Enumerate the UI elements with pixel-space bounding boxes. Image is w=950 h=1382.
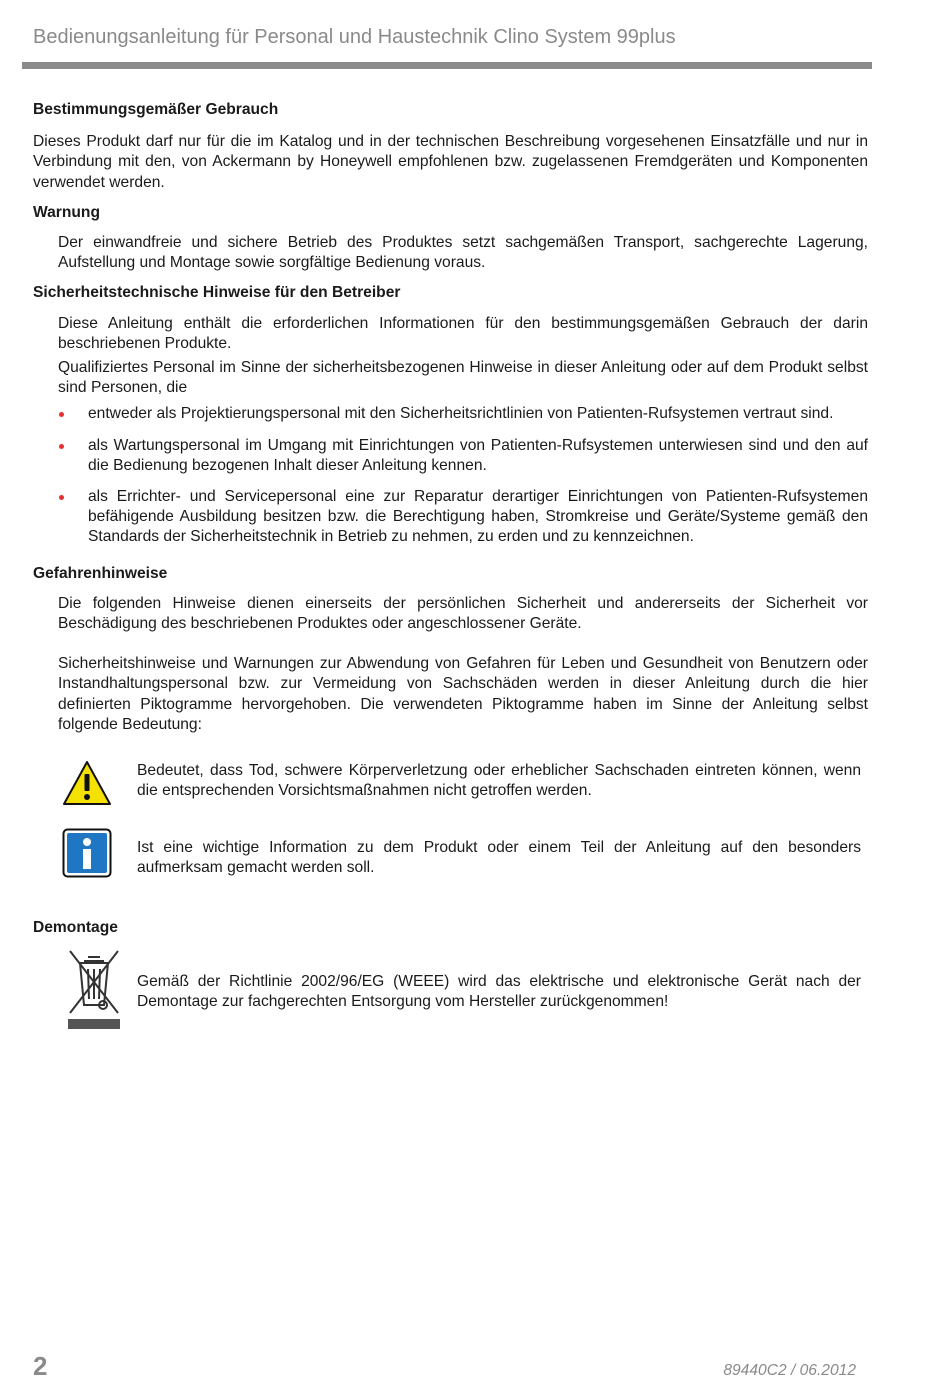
hazard-text-1: Die folgenden Hinweise dienen einerseits der persönlichen Sicherheit und andererseits der Sicherheit vor Beschädigung des beschriebenen Produktes oder angeschlossener Geräte. xyxy=(58,594,868,633)
list-item: als Errichter- und Servicepersonal eine zur Reparatur derartiger Einrichtungen von Patienten-Rufsystemen befähigende Ausbildung besitzen bzw. die Berechtigung haben, Stromkreise und Geräte/Systeme gemäß den Standards der Sicherheitstechnik in Betrieb zu nehmen, zu erden und zu kennzeichnen. xyxy=(58,487,868,548)
bullet-dot xyxy=(59,495,64,500)
list-item: entweder als Projektierungspersonal mit den Sicherheitsrichtlinien von Patienten-Rufsystemen vertraut sind. xyxy=(58,404,868,424)
safety-text-1: Diese Anleitung enthält die erforderlichen Informationen für den bestimmungsgemäßen Gebrauch der darin beschriebenen Produkte. xyxy=(58,314,868,352)
bullet-dot xyxy=(59,412,64,417)
safety-text-2: Qualifiziertes Personal im Sinne der sicherheitsbezogenen Hinweise in dieser Anleitung oder auf dem Produkt selbst sind Personen, die xyxy=(58,359,868,397)
document-code: 89440C2 / 06.2012 xyxy=(723,1362,856,1379)
page-header-title: Bedienungsanleitung für Personal und Haustechnik Clino System 99plus xyxy=(33,26,676,48)
warning-text: Der einwandfreie und sichere Betrieb des Produktes setzt sachgemäßen Transport, sachgerechte Lagerung, Aufstellung und Montage sowie sorgfältige Bedienung voraus. xyxy=(58,234,868,272)
qualification-list xyxy=(33,404,868,547)
warning-pictogram-text: Bedeutet, dass Tod, schwere Körperverletzung oder erheblicher Sachschaden eintreten können, wenn die entsprechenden Vorsichtsmaßnahmen nicht getroffen werden. xyxy=(137,762,861,800)
header-rule xyxy=(22,62,872,69)
list-item: als Wartungspersonal im Umgang mit Einrichtungen von Patienten-Rufsystemen unterwiesen sind und den auf die Bedienung bezogenen Inhalt dieser Anleitung kennen. xyxy=(58,436,868,476)
disposal-text: Gemäß der Richtlinie 2002/96/EG (WEEE) wird das elektrische und elektronische Gerät nach der Demontage zur fachgerechten Entsorgung vom Hersteller zurückgenommen! xyxy=(137,973,861,1011)
usage-text: Dieses Produkt darf nur für die im Katalog und in der technischen Beschreibung vorgesehenen Einsatzfälle und nur in Verbindung mit den, von Ackermann by Honeywell empfohlenen bzw. zugelassenen Fremdgeräten und Komponenten verwendet werden. xyxy=(33,133,868,191)
heading-safety: Sicherheitstechnische Hinweise für den Betreiber xyxy=(33,284,401,302)
heading-warning: Warnung xyxy=(33,203,100,221)
heading-usage: Bestimmungsgemäßer Gebrauch xyxy=(33,101,279,118)
disposal-pictogram-row xyxy=(33,972,868,1032)
page-number: 2 xyxy=(33,1351,48,1381)
warning-pictogram-row xyxy=(33,761,868,823)
warning-triangle-icon xyxy=(62,760,112,812)
heading-disposal: Demontage xyxy=(33,919,118,937)
info-icon xyxy=(62,828,112,884)
info-pictogram-text: Ist eine wichtige Information zu dem Produkt oder einem Teil der Anleitung auf den besonders aufmerksam gemacht werden soll. xyxy=(137,839,861,877)
heading-hazard: Gefahrenhinweise xyxy=(33,564,168,582)
document-body xyxy=(33,100,868,1032)
hazard-text-2: Sicherheitshinweise und Warnungen zur Abwendung von Gefahren für Leben und Gesundheit von Benutzern oder Instandhaltungspersonal bzw. zur Vermeidung von Sachschäden werden in dieser Anleitung durch die hier definierten Piktogramme hervorgehoben. Die verwendeten Piktogramme haben im Sinne der Anleitung selbst folgende Bedeutung: xyxy=(58,655,868,733)
bullet-dot xyxy=(59,444,64,449)
info-pictogram-row xyxy=(33,838,868,918)
crossed-bin-icon xyxy=(66,947,122,1037)
